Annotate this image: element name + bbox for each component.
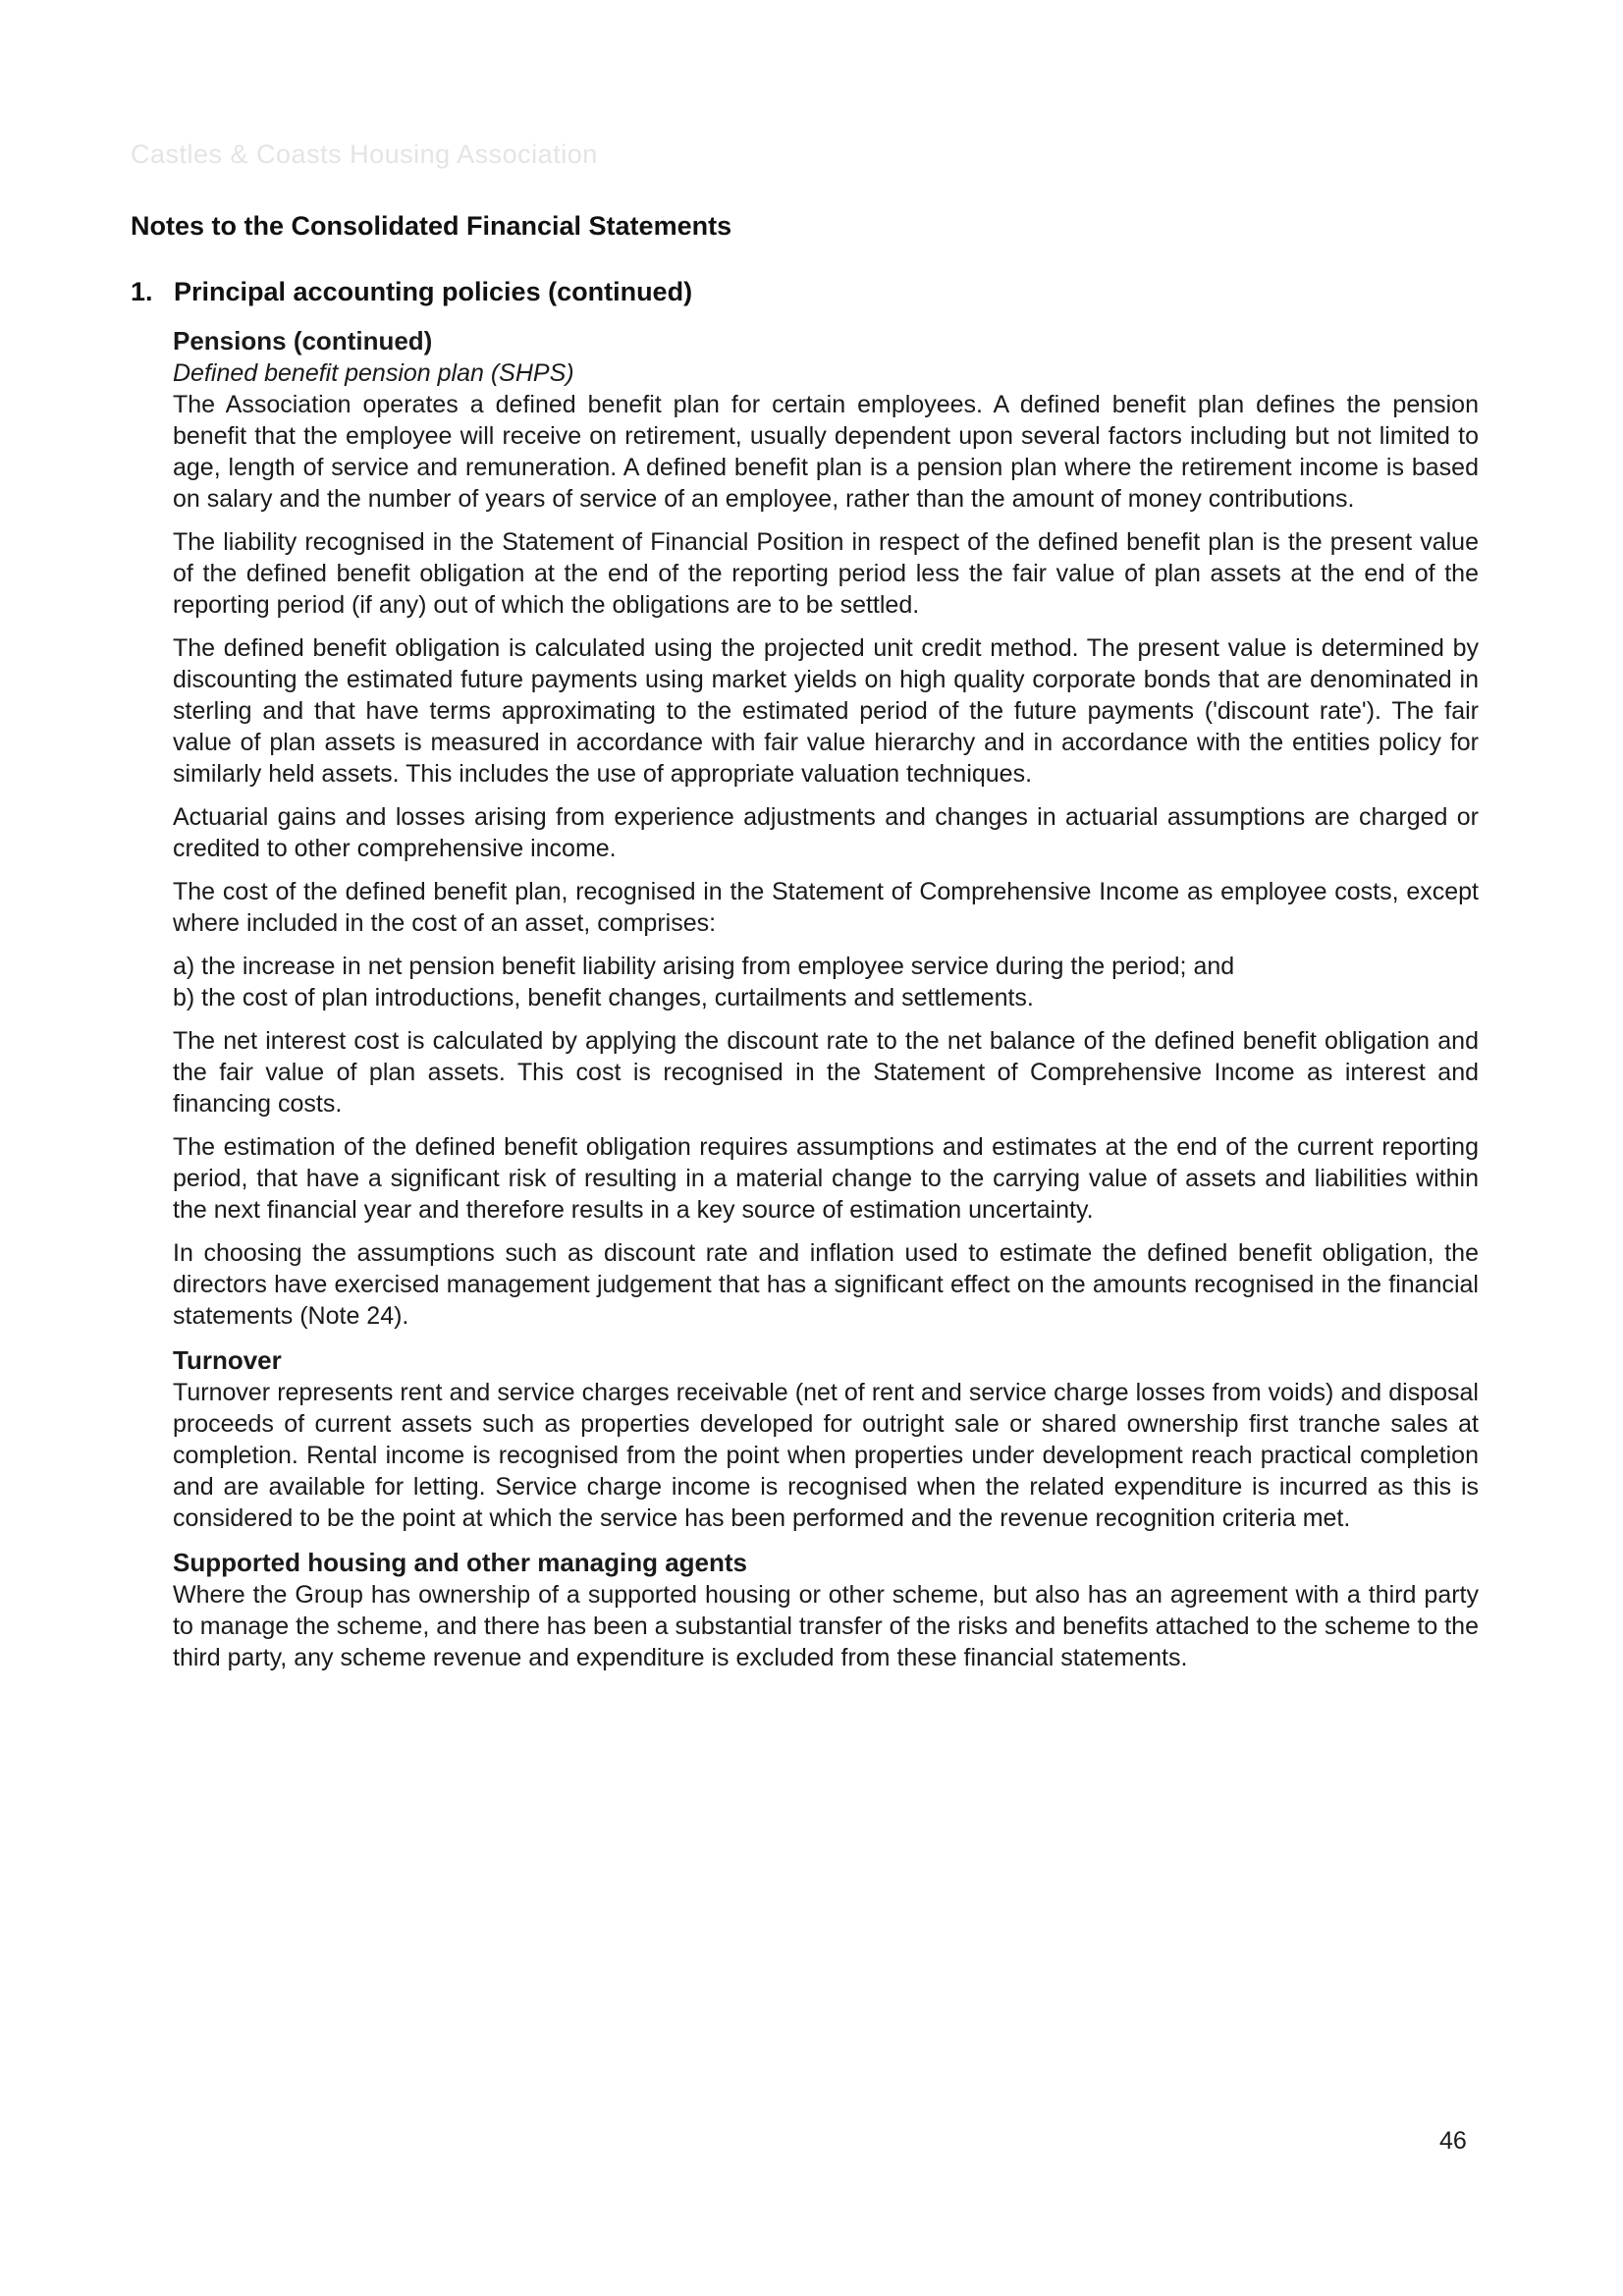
- pensions-heading: Pensions (continued): [173, 326, 433, 355]
- section-number: 1.: [131, 277, 153, 306]
- pensions-paragraph: The estimation of the defined benefit obligation requires assumptions and estimates at the end of the current reporting period, that have a significant risk of resulting in a material change to the carrying value of assets and liabilities within the next financial year and therefore results in a key source of estimation uncertainty.: [173, 1133, 1479, 1224]
- pensions-paragraph: The liability recognised in the Statement of Financial Position in respect of the defined benefit plan is the present value of the defined benefit obligation at the end of the reporting period less the fair value of plan assets at the end of the reporting period (if any) out of which the obligations are to be settled.: [173, 528, 1479, 619]
- pensions-cost-list: [173, 951, 1479, 1013]
- pensions-paragraph: Actuarial gains and losses arising from experience adjustments and changes in actuarial assumptions are charged or credited to other comprehensive income.: [173, 803, 1479, 862]
- pensions-paragraph: The net interest cost is calculated by applying the discount rate to the net balance of the defined benefit obligation and the fair value of plan assets. This cost is recognised in the Statement of Comprehensive Income as interest and financing costs.: [173, 1027, 1479, 1118]
- list-item: b) the cost of plan introductions, benefit changes, curtailments and settlements.: [173, 984, 1034, 1011]
- supported-housing-heading: Supported housing and other managing agents: [173, 1548, 748, 1577]
- section-title: Principal accounting policies (continued): [174, 277, 693, 306]
- turnover-heading: Turnover: [173, 1345, 282, 1375]
- page-title: Notes to the Consolidated Financial Statements: [131, 211, 732, 241]
- turnover-section: [173, 1343, 1479, 1534]
- pensions-section: [173, 324, 1479, 1332]
- section-heading: [131, 277, 692, 307]
- turnover-paragraph: Turnover represents rent and service charges receivable (net of rent and service charge losses from voids) and disposal proceeds of current assets such as properties developed for outright sale or shared ownership first tranche sales at completion. Rental income is recognised from the point when properties under development reach practical completion and are available for letting. Service charge income is recognised when the related expenditure is incurred as this is considered to be the point at which the service has been performed and the revenue recognition criteria met.: [173, 1379, 1479, 1532]
- page-number: 46: [1439, 2127, 1467, 2155]
- pensions-paragraph: In choosing the assumptions such as discount rate and inflation used to estimate the defined benefit obligation, the directors have exercised management judgement that has a significant effect on the amounts recognised in the financial statements (Note 24).: [173, 1239, 1479, 1330]
- pensions-paragraph: The defined benefit obligation is calculated using the projected unit credit method. The present value is determined by discounting the estimated future payments using market yields on high quality corporate bonds that are denominated in sterling and that have terms approximating to the estimated period of the future payments ('discount rate'). The fair value of plan assets is measured in accordance with fair value hierarchy and in accordance with the entities policy for similarly held assets. This includes the use of appropriate valuation techniques.: [173, 634, 1479, 788]
- section-content: [173, 324, 1479, 1685]
- supported-housing-section: [173, 1546, 1479, 1673]
- pensions-subheading: Defined benefit pension plan (SHPS): [173, 359, 574, 387]
- pensions-paragraph: The cost of the defined benefit plan, recognised in the Statement of Comprehensive Income as employee costs, except where included in the cost of an asset, comprises:: [173, 878, 1479, 937]
- list-item: a) the increase in net pension benefit liability arising from employee service during the period; and: [173, 953, 1235, 980]
- pensions-paragraph: The Association operates a defined benefit plan for certain employees. A defined benefit plan defines the pension benefit that the employee will receive on retirement, usually dependent upon several factors including but not limited to age, length of service and remuneration. A defined benefit plan is a pension plan where the retirement income is based on salary and the number of years of service of an employee, rather than the amount of money contributions.: [173, 391, 1479, 513]
- supported-housing-paragraph: Where the Group has ownership of a supported housing or other scheme, but also has an agreement with a third party to manage the scheme, and there has been a substantial transfer of the risks and benefits attached to the scheme to the third party, any scheme revenue and expenditure is excluded from these financial statements.: [173, 1581, 1479, 1671]
- organisation-header: Castles & Coasts Housing Association: [131, 139, 598, 169]
